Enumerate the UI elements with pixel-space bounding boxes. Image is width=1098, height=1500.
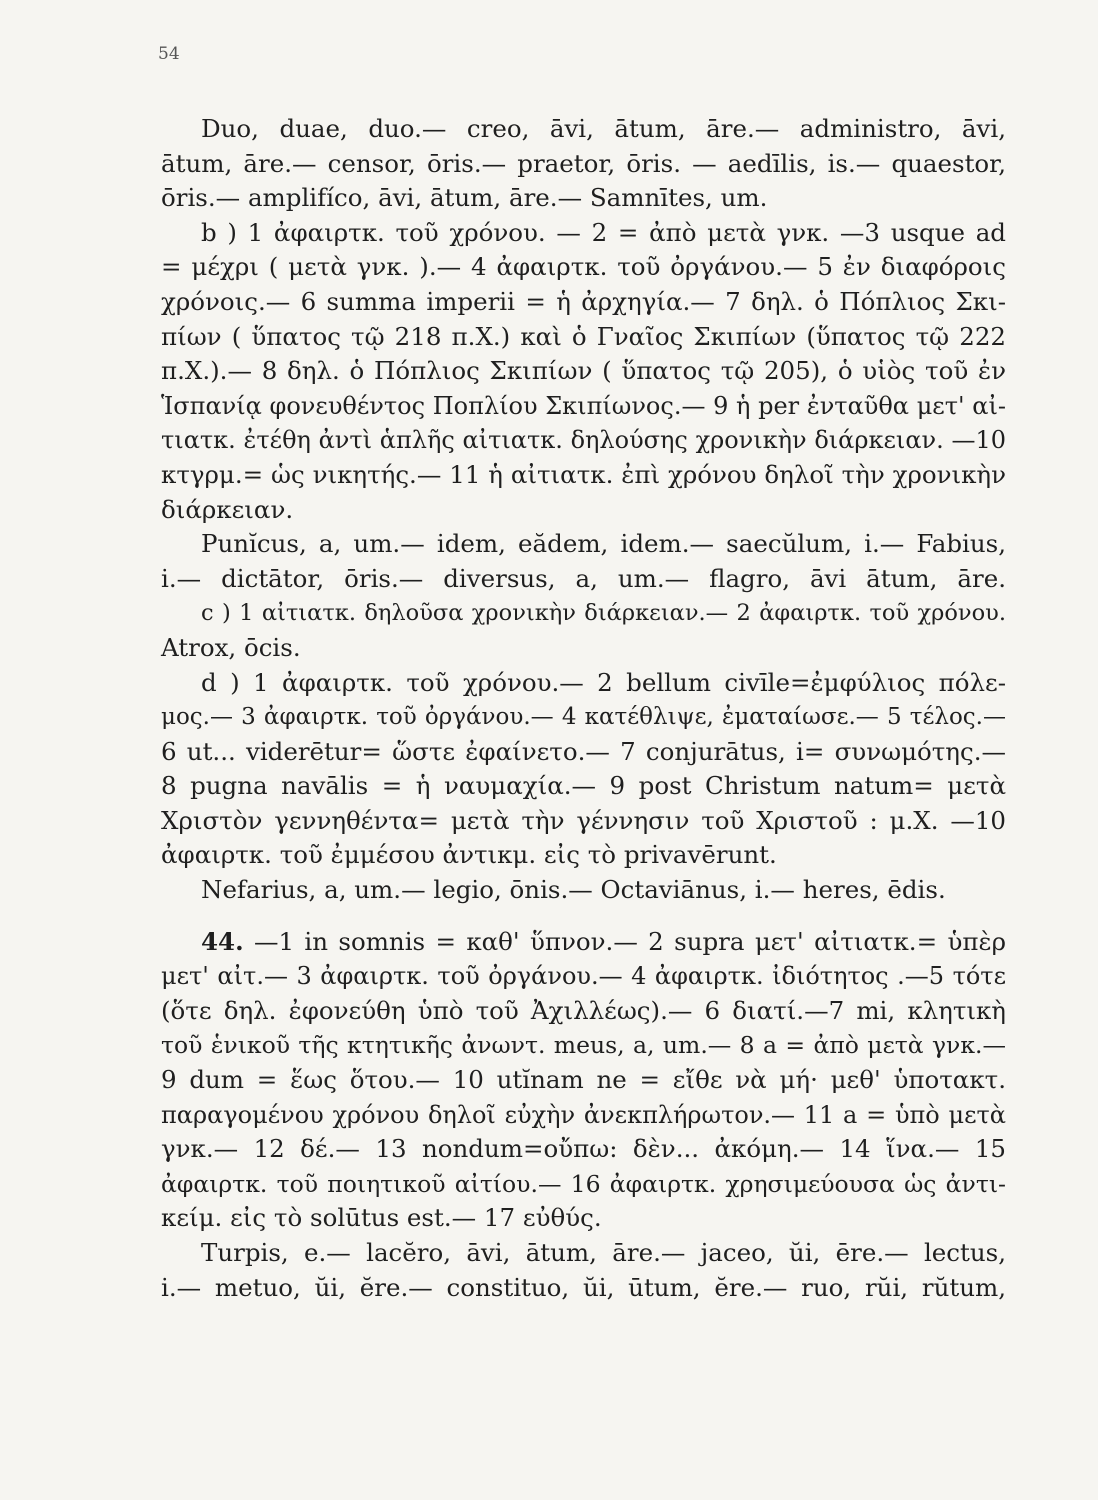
text-line [161, 631, 1006, 666]
text-line-content: ἀφαιρτκ. τοῦ ἐμμέσου ἀντικμ. εἰς τὸ privavērunt. [161, 840, 777, 870]
text-line [161, 112, 1006, 147]
text-line [161, 285, 1006, 320]
text-line [161, 873, 1006, 908]
text-line-content: Punĭcus, a, um.— idem, eădem, idem.— saecŭlum, i.— Fabius, [201, 529, 1006, 559]
text-line [161, 1063, 1006, 1098]
text-line [161, 925, 1006, 960]
section-number: 44. [201, 926, 244, 956]
text-line [161, 458, 1006, 493]
text-line [161, 493, 1006, 528]
text-line [161, 1167, 1006, 1202]
text-line [161, 959, 1006, 994]
text-line [161, 700, 1006, 735]
text-line [161, 147, 1006, 182]
text-line [161, 181, 1006, 216]
text-line-content: χρόνοις.— 6 summa imperii = ἡ ἀρχηγία.— 7 δηλ. ὁ Πόπλιος Σκι- [161, 286, 1006, 316]
text-line-content: Χριστὸν γεννηθέντα= μετὰ τὴν γέννησιν τοῦ Χριστοῦ : μ.Χ. —10 [161, 805, 1006, 835]
text-line-content: d ) 1 ἀφαιρτκ. τοῦ χρόνου.— 2 bellum civīle=ἐμφύλιος πόλε- [201, 667, 1006, 697]
text-line [161, 1132, 1006, 1167]
text-line-content: π.Χ.).— 8 δηλ. ὁ Πόπλιος Σκιπίων ( ὕπατος τῷ 205), ὁ υἱὸς τοῦ ἐν [161, 356, 1006, 386]
text-line [161, 250, 1006, 285]
text-line-content: κτγρμ.= ὡς νικητής.— 11 ἡ αἰτιατκ. ἐπὶ χρόνου δηλοῖ τὴν χρονικὴν [161, 459, 1006, 489]
text-line-content: c ) 1 αἰτιατκ. δηλοῦσα χρονικὴν διάρκειαν.— 2 ἀφαιρτκ. τοῦ χρόνου. [201, 600, 1006, 627]
text-block [161, 112, 1006, 1305]
text-line [161, 1098, 1006, 1133]
text-line-content: Ἱσπανίᾳ φονευθέντος Ποπλίου Σκιπίωνος.— 9 ἡ per ἐνταῦθα μετ' αἰ- [161, 391, 1006, 420]
text-line-content: τιατκ. ἐτέθη ἀντὶ ἁπλῆς αἰτιατκ. δηλούσης χρονικὴν διάρκειαν. —10 [161, 426, 1006, 455]
text-line-content: Atrox, ōcis. [161, 632, 301, 662]
text-line-content: b ) 1 ἀφαιρτκ. τοῦ χρόνου. — 2 = ἀπὸ μετὰ γνκ. —3 usque ad [201, 217, 1006, 247]
text-line [161, 216, 1006, 251]
text-line-content: 6 ut... viderētur= ὥστε ἐφαίνετο.— 7 conjurātus, i= συνωμότης.— [161, 736, 1006, 766]
text-line-content: —1 in somnis = καθ' ὕπνον.— 2 supra μετ' αἰτιατκ.= ὑπὲρ [243, 926, 1006, 956]
text-line [161, 994, 1006, 1029]
text-line-content: = μέχρι ( μετὰ γνκ. ).— 4 ἀφαιρτκ. τοῦ ὀργάνου.— 5 ἐν διαφόροις [161, 252, 1006, 282]
text-line-content: κείμ. εἰς τὸ solūtus est.— 17 εὐθύς. [161, 1203, 602, 1233]
text-line [161, 804, 1006, 839]
text-line-content: 8 pugna navālis = ἡ ναυμαχία.— 9 post Christum natum= μετὰ [161, 771, 1006, 801]
text-line-content: μος.— 3 ἀφαιρτκ. τοῦ ὀργάνου.— 4 κατέθλιψε, ἐματαίωσε.— 5 τέλος.— [161, 704, 1006, 731]
text-line [161, 1201, 1006, 1236]
text-line [161, 838, 1006, 873]
text-line [161, 423, 1006, 458]
text-line-content: i.— metuo, ŭi, ĕre.— constituo, ŭi, ūtum, ĕre.— ruo, rŭi, rŭtum, [161, 1272, 1006, 1302]
text-line-content: μετ' αἰτ.— 3 ἀφαιρτκ. τοῦ ὀργάνου.— 4 ἀφαιρτκ. ἰδιότητος .—5 τότε [161, 962, 1006, 991]
text-line-content: πίων ( ὕπατος τῷ 218 π.Χ.) καὶ ὁ Γναῖος Σκιπίων (ὕπατος τῷ 222 [161, 321, 1006, 351]
text-line-content: γνκ.— 12 δέ.— 13 nondum=οὔπω: δὲν... ἀκόμη.— 14 ἵνα.— 15 [161, 1134, 1006, 1164]
text-line-content: Nefarius, a, um.— legio, ōnis.— Octaviānus, i.— heres, ēdis. [201, 875, 946, 905]
text-line [161, 527, 1006, 562]
text-line-content: (ὅτε δηλ. ἐφονεύθη ὑπὸ τοῦ Ἀχιλλέως).— 6 διατί.—7 mi, κλητικὴ [161, 995, 1006, 1025]
text-line-content: 9 dum = ἕως ὅτου.— 10 utĭnam ne = εἴθε νὰ μή· μεθ' ὑποτακτ. [161, 1065, 1006, 1095]
text-line [161, 320, 1006, 355]
text-line [161, 596, 1006, 631]
text-line [161, 562, 1006, 597]
text-line [161, 1028, 1006, 1063]
text-line-content: Duo, duae, duo.— creo, āvi, ātum, āre.— administro, āvi, [201, 114, 1006, 143]
text-line [161, 354, 1006, 389]
text-line [161, 769, 1006, 804]
text-line [161, 389, 1006, 424]
text-line-content: ἀφαιρτκ. τοῦ ποιητικοῦ αἰτίου.— 16 ἀφαιρτκ. χρησιμεύουσα ὡς ἀντι- [161, 1169, 1006, 1198]
text-line-content: τοῦ ἑνικοῦ τῆς κτητικῆς ἀνωντ. meus, a, um.— 8 a = ἀπὸ μετὰ γνκ.— [161, 1031, 1006, 1060]
text-line [161, 735, 1006, 770]
text-line-content: διάρκειαν. [161, 494, 294, 524]
text-line [161, 666, 1006, 701]
text-line-content: παραγομένου χρόνου δηλοῖ εὐχὴν ἀνεκπλήρωτον.— 11 a = ὑπὸ μετὰ [161, 1100, 1006, 1129]
page-number: 54 [158, 44, 180, 64]
text-line-content: ōris.— amplifíco, āvi, ātum, āre.— Samnītes, um. [161, 183, 768, 213]
text-line-content: Turpis, e.— lacĕro, āvi, ātum, āre.— jaceo, ŭi, ēre.— lectus, [201, 1238, 1006, 1267]
text-line-content: ātum, āre.— censor, ōris.— praetor, ōris. — aedīlis, is.— quaestor, [161, 148, 1006, 178]
text-line [161, 1271, 1006, 1306]
text-line [161, 1236, 1006, 1271]
text-line-content: i.— dictātor, ōris.— diversus, a, um.— flagro, āvi ātum, āre. [161, 563, 1006, 593]
